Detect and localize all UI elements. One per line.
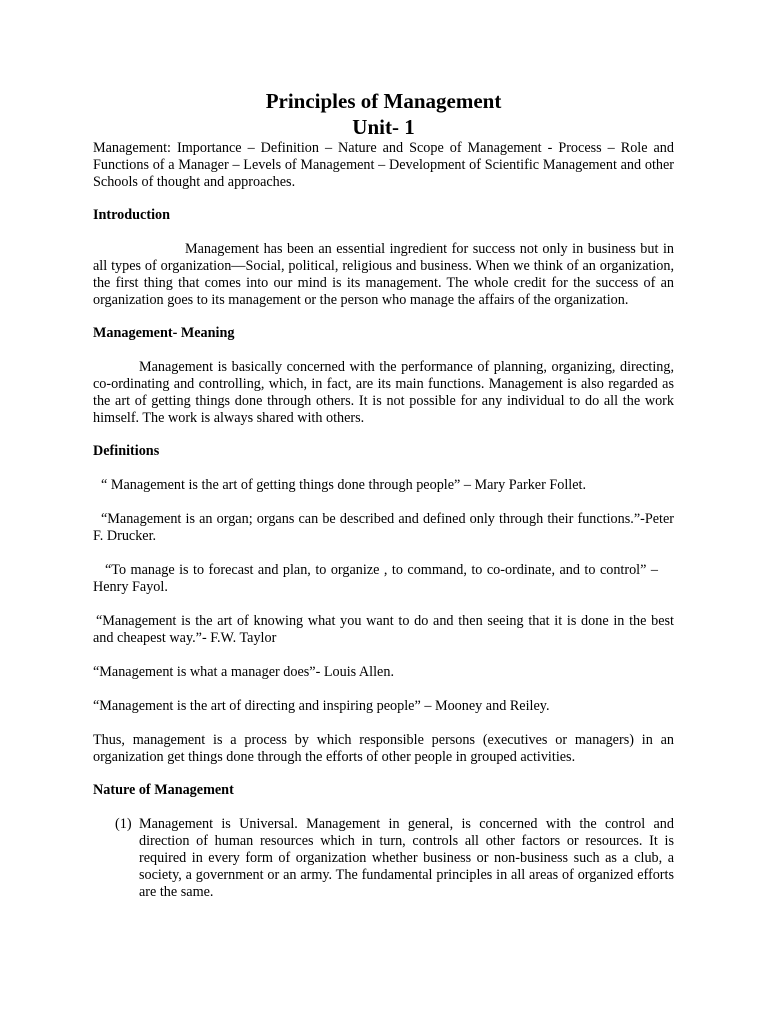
- nature-heading: Nature of Management: [93, 782, 234, 798]
- nature-list-item: [115, 816, 674, 901]
- meaning-paragraph: Management is basically concerned with the performance of planning, organizing, directing, co-ordinating and controlling, which, in fact, are its main functions. Management is also regarded as the art of getting things done through others. It is not possible for any individual to do all the work himself. The work is always shared with others.: [93, 359, 674, 426]
- definition-taylor: “Management is the art of knowing what you want to do and then seeing that it is done in the best and cheapest way.”- F.W. Taylor: [93, 613, 674, 646]
- nature-item-text: Management is Universal. Management in general, is concerned with the control and direction of human resources which in turn, controls all other factors or resources. It is required in every form of organization whether business or non-business such as a club, a society, a government or an army. The fundamental principles in all areas of organized efforts are the same.: [139, 816, 674, 900]
- definition-fayol: [93, 562, 674, 596]
- definition-drucker: “Management is an organ; organs can be described and defined only through their functions.”-Peter F. Drucker.: [93, 511, 674, 544]
- nature-list: [93, 816, 674, 901]
- definition-mooney-reiley: “Management is the art of directing and inspiring people” – Mooney and Reiley.: [93, 698, 550, 714]
- definitions-summary: Thus, management is a process by which responsible persons (executives or managers) in an organization get things done through the efforts of other people in grouped activities.: [93, 732, 674, 765]
- document-body: [93, 140, 674, 901]
- introduction-heading: Introduction: [93, 207, 170, 223]
- definition-fayol-author: Henry Fayol.: [93, 579, 168, 595]
- introduction-paragraph: Management has been an essential ingredient for success not only in business but in all types of organization—Social, political, religious and business. When we think of an organization, the first thing that comes into our mind is its management. The whole credit for the success of an organization goes to its management or the person who manage the affairs of the organization.: [93, 241, 674, 308]
- definition-fayol-quote: “To manage is to forecast and plan, to organize , to command, to co-ordinate, and to control” –: [105, 562, 658, 578]
- syllabus-paragraph: Management: Importance – Definition – Nature and Scope of Management - Process – Role and Functions of a Manager – Levels of Management – Development of Scientific Management and other Schools of thought and approaches.: [93, 140, 674, 190]
- unit-title: Unit- 1: [352, 115, 415, 139]
- nature-item-number: (1): [115, 816, 132, 832]
- definition-allen: “Management is what a manager does”- Louis Allen.: [93, 664, 394, 680]
- document-title: Principles of Management: [265, 89, 502, 113]
- definitions-heading: Definitions: [93, 443, 160, 459]
- definition-follet: “ Management is the art of getting things done through people” – Mary Parker Follet.: [101, 477, 587, 493]
- meaning-heading: Management- Meaning: [93, 325, 235, 341]
